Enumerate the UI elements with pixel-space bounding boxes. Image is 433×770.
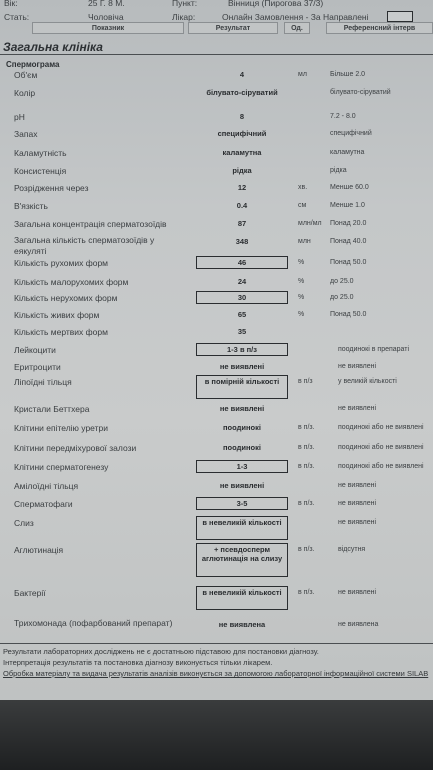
row-reference: до 25.0 bbox=[330, 294, 354, 301]
row-unit: в п/з bbox=[298, 378, 313, 385]
row-name: Амілоїдні тільця bbox=[14, 481, 79, 491]
row-name: Еритроцити bbox=[14, 362, 61, 372]
row-name: Лейкоцити bbox=[14, 345, 56, 355]
column-headers bbox=[0, 22, 433, 35]
row-reference: не виявлені bbox=[338, 405, 377, 412]
footer-line-2: Інтерпретація результатів та постановка діагнозу виконується тільки лікарем. bbox=[3, 658, 273, 667]
row-reference: поодинокі або не виявлені bbox=[338, 444, 424, 451]
background-surface bbox=[0, 700, 433, 770]
row-name: Загальна кількість сперматозоїдів у еякуляті bbox=[14, 235, 155, 256]
row-name: Сперматофаги bbox=[14, 499, 73, 509]
row-value: не виявлені bbox=[219, 404, 265, 413]
row-name: Кристали Беттхера bbox=[14, 404, 90, 414]
row-reference: поодинокі або не виявлені bbox=[338, 463, 424, 470]
row-reference: каламутна bbox=[330, 149, 365, 156]
row-reference: Більше 2.0 bbox=[330, 71, 366, 78]
row-value: 348 bbox=[235, 237, 249, 246]
footer-line-3: Обробка матеріалу та видача результатів аналізів виконується за допомогою лабораторної інформаційної системи SILAB bbox=[3, 669, 429, 678]
col-unit: Од. bbox=[284, 22, 310, 34]
row-name: Аглютинація bbox=[14, 545, 64, 555]
row-value: специфічний bbox=[217, 129, 267, 138]
row-value: 0.4 bbox=[236, 201, 248, 210]
row-unit: % bbox=[298, 278, 305, 285]
point-value: Вінниця (Пирогова 37/3) bbox=[228, 0, 324, 8]
section-divider bbox=[0, 54, 433, 55]
point-label: Пункт: bbox=[172, 0, 198, 8]
row-value: білувато-сіруватий bbox=[206, 88, 278, 97]
row-name: Кількість живих форм bbox=[14, 310, 100, 320]
row-reference: Менше 1.0 bbox=[330, 202, 365, 209]
row-reference: не виявлена bbox=[338, 621, 379, 628]
row-name: Клітини сперматогенезу bbox=[14, 462, 109, 472]
sex-value: Чоловіча bbox=[88, 12, 124, 22]
row-value: 8 bbox=[239, 112, 245, 121]
row-name: Об'єм bbox=[14, 70, 38, 80]
row-unit: в п/з. bbox=[298, 500, 315, 507]
row-unit: % bbox=[298, 294, 305, 301]
row-name: Клітини епітелію уретри bbox=[14, 423, 108, 433]
row-value: поодинокі bbox=[223, 443, 261, 452]
row-unit: мл bbox=[298, 71, 307, 78]
row-name: Консистенція bbox=[14, 166, 67, 176]
row-name: Трихомонада (пофарбований препарат) bbox=[14, 618, 173, 628]
doctor-value: Онлайн Замовлення - За Направлені bbox=[222, 12, 369, 22]
row-value: 1-3 в п/з bbox=[196, 343, 288, 356]
row-reference: 7.2 - 8.0 bbox=[330, 113, 356, 120]
sub-title: Спермограма bbox=[6, 60, 60, 69]
row-unit: млн bbox=[298, 238, 311, 245]
footer-divider bbox=[0, 643, 433, 644]
age-value: 25 Г. 8 М. bbox=[88, 0, 125, 8]
row-unit: % bbox=[298, 259, 305, 266]
row-reference: відсутня bbox=[338, 546, 366, 553]
row-value: 46 bbox=[196, 256, 288, 269]
row-value: 3-5 bbox=[196, 497, 288, 510]
row-value: 4 bbox=[239, 70, 245, 79]
row-reference: Понад 40.0 bbox=[330, 238, 367, 245]
row-value: 35 bbox=[237, 327, 247, 336]
row-reference: білувато-сіруватий bbox=[330, 89, 391, 96]
row-reference: у великій кількості bbox=[338, 378, 397, 385]
col-reference: Референсний інтерв bbox=[326, 22, 433, 34]
row-unit: в п/з. bbox=[298, 444, 315, 451]
row-reference: не виявлені bbox=[338, 589, 377, 596]
row-reference: поодинокі або не виявлені bbox=[338, 424, 424, 431]
row-reference: специфічний bbox=[330, 130, 372, 137]
doctor-label: Лікар: bbox=[172, 12, 196, 22]
row-name: Розрідження через bbox=[14, 183, 89, 193]
row-reference: Понад 50.0 bbox=[330, 259, 367, 266]
col-result: Результат bbox=[188, 22, 278, 34]
row-name: Колір bbox=[14, 88, 36, 98]
row-name: Слиз bbox=[14, 518, 34, 528]
row-value: 87 bbox=[237, 219, 247, 228]
row-value: не виявлені bbox=[219, 481, 265, 490]
row-name: Кількість малорухомих форм bbox=[14, 277, 129, 287]
row-value: 12 bbox=[237, 183, 247, 192]
row-value: 65 bbox=[237, 310, 247, 319]
sex-label: Стать: bbox=[4, 12, 30, 22]
row-name: Кількість мертвих форм bbox=[14, 327, 108, 337]
row-name: В'язкість bbox=[14, 201, 48, 211]
row-name: Кількість нерухомих форм bbox=[14, 293, 118, 303]
row-value: не виявлені bbox=[219, 362, 265, 371]
age-label: Вік: bbox=[4, 0, 18, 8]
row-name: Запах bbox=[14, 129, 38, 139]
row-reference: Менше 60.0 bbox=[330, 184, 369, 191]
row-unit: в п/з. bbox=[298, 589, 315, 596]
row-value: не виявлена bbox=[218, 620, 266, 629]
row-name: Бактерії bbox=[14, 588, 46, 598]
footer-line-1: Результати лабораторних досліджень не є достатньою підставою для постановки діагнозу. bbox=[3, 647, 319, 656]
row-value: 1-3 bbox=[196, 460, 288, 473]
row-value: поодинокі bbox=[223, 423, 261, 432]
row-reference: не виявлені bbox=[338, 482, 377, 489]
row-name: Клітини передміхурової залози bbox=[14, 443, 137, 453]
row-value: рідка bbox=[232, 166, 252, 175]
col-indicator: Показник bbox=[32, 22, 184, 34]
section-title: Загальна клініка bbox=[3, 40, 103, 54]
row-value: каламутна bbox=[222, 148, 262, 157]
row-reference: Понад 50.0 bbox=[330, 311, 367, 318]
row-reference: не виявлені bbox=[338, 500, 377, 507]
row-reference: поодинокі в препараті bbox=[338, 346, 410, 353]
row-value: + псевдосперм аглютинація на слизу bbox=[196, 543, 288, 577]
row-unit: см bbox=[298, 202, 307, 209]
row-name: Загальна концентрація сперматозоїдів bbox=[14, 219, 167, 229]
row-name: pH bbox=[14, 112, 25, 122]
row-value: 24 bbox=[237, 277, 247, 286]
row-unit: хв. bbox=[298, 184, 308, 191]
row-unit: в п/з. bbox=[298, 463, 315, 470]
row-reference: не виявлені bbox=[338, 363, 377, 370]
row-unit: % bbox=[298, 311, 305, 318]
row-value: 30 bbox=[196, 291, 288, 304]
row-unit: в п/з. bbox=[298, 546, 315, 553]
row-reference: рідка bbox=[330, 167, 347, 174]
header-checkbox bbox=[387, 11, 413, 22]
row-value: в помірній кількості bbox=[196, 375, 288, 399]
row-name: Каламутність bbox=[14, 148, 67, 158]
row-unit: млн/мл bbox=[298, 220, 322, 227]
row-name: Ліпоїдні тільця bbox=[14, 377, 72, 387]
row-name: Кількість рухомих форм bbox=[14, 258, 109, 268]
row-value: в невеликій кількості bbox=[196, 586, 288, 610]
row-reference: не виявлені bbox=[338, 519, 377, 526]
row-value: в невеликій кількості bbox=[196, 516, 288, 540]
row-reference: до 25.0 bbox=[330, 278, 354, 285]
row-unit: в п/з. bbox=[298, 424, 315, 431]
row-reference: Понад 20.0 bbox=[330, 220, 367, 227]
